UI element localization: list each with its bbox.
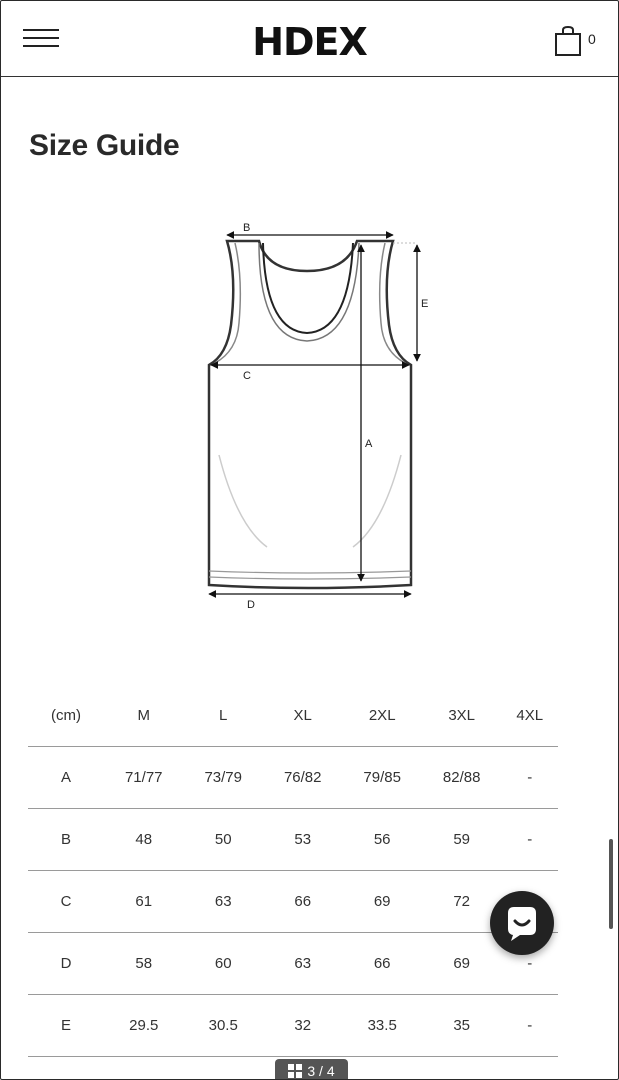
table-cell: 33.5 xyxy=(367,1016,397,1034)
row-label: B xyxy=(60,830,71,848)
site-header xyxy=(1,1,618,77)
grid-icon xyxy=(288,1064,302,1078)
table-cell: 61 xyxy=(135,892,153,910)
size-header: L xyxy=(219,707,228,725)
table-cell: 73/79 xyxy=(204,768,242,786)
label-a: A xyxy=(365,438,373,450)
cart-button[interactable] xyxy=(554,25,604,59)
size-table xyxy=(28,686,558,1057)
table-cell: 69 xyxy=(373,892,391,910)
table-cell: 66 xyxy=(373,954,391,972)
size-diagram xyxy=(197,215,437,615)
table-cell: 76/82 xyxy=(283,768,322,786)
table-cell: - xyxy=(527,1016,533,1034)
size-header: 2XL xyxy=(368,707,396,725)
table-cell: 35 xyxy=(453,1016,471,1034)
row-label: D xyxy=(60,954,72,972)
table-cell: 48 xyxy=(135,830,153,848)
row-label: E xyxy=(60,1016,71,1034)
chat-button[interactable] xyxy=(490,891,554,955)
table-row xyxy=(28,994,558,1056)
table-cell: 58 xyxy=(135,954,153,972)
size-header: 4XL xyxy=(516,707,544,725)
row-label: A xyxy=(60,768,71,786)
table-row xyxy=(28,870,558,932)
chat-bubble-icon xyxy=(490,891,554,955)
label-b: B xyxy=(243,222,251,234)
row-label: C xyxy=(60,892,72,910)
size-header: XL xyxy=(293,707,312,725)
shopping-bag-icon xyxy=(554,25,582,57)
table-cell: - xyxy=(527,768,533,786)
table-cell: - xyxy=(527,954,533,972)
label-e: E xyxy=(421,298,429,310)
label-c: C xyxy=(243,370,251,382)
table-row xyxy=(28,932,558,994)
pager-text: 3 / 4 xyxy=(307,1063,335,1079)
page-title: Size Guide xyxy=(29,129,180,162)
table-cell: 63 xyxy=(214,892,232,910)
table-cell: 69 xyxy=(453,954,471,972)
table-cell: 53 xyxy=(294,830,312,848)
table-cell: 60 xyxy=(214,954,232,972)
table-cell: 50 xyxy=(214,830,232,848)
table-cell: 66 xyxy=(294,892,312,910)
table-row xyxy=(28,746,558,808)
table-cell: 72 xyxy=(453,892,471,910)
table-cell: 56 xyxy=(373,830,391,848)
cart-count: 0 xyxy=(588,31,596,47)
scrollbar-thumb[interactable] xyxy=(609,839,613,929)
table-cell: 32 xyxy=(294,1016,312,1034)
image-pager[interactable] xyxy=(275,1059,348,1080)
table-cell: 29.5 xyxy=(129,1016,159,1034)
table-cell: 59 xyxy=(453,830,471,848)
size-header: M xyxy=(137,707,150,725)
table-cell: 30.5 xyxy=(208,1016,238,1034)
unit-label: (cm) xyxy=(51,707,81,725)
table-cell: 79/85 xyxy=(363,768,401,786)
table-cell: 71/77 xyxy=(124,768,163,786)
label-d: D xyxy=(247,599,255,611)
table-cell: 82/88 xyxy=(442,768,481,786)
table-cell: - xyxy=(527,830,533,848)
table-row xyxy=(28,808,558,870)
table-cell: 63 xyxy=(294,954,312,972)
size-header: 3XL xyxy=(448,707,476,725)
brand-logo[interactable]: HDEX xyxy=(252,20,367,64)
size-header-row xyxy=(28,686,558,746)
